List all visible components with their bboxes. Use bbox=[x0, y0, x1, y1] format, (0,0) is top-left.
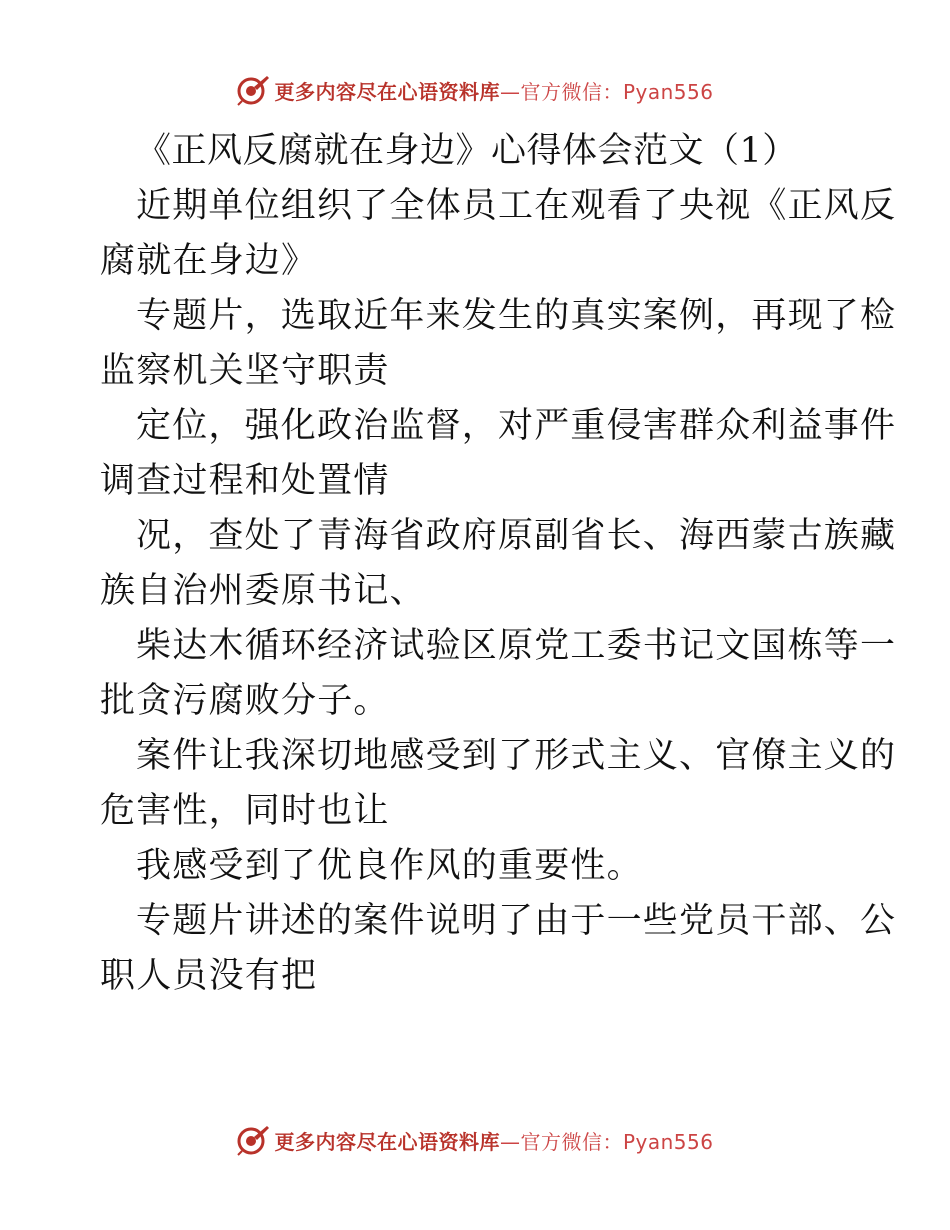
pen-logo-icon bbox=[236, 73, 270, 107]
header-banner-text: 更多内容尽在心语资料库—官方微信：Pyan556 bbox=[274, 79, 714, 104]
text-line: 批贪污腐败分子。 bbox=[100, 681, 390, 721]
text-line: 专题片讲述的案件说明了由于一些党员干部、公 bbox=[136, 901, 897, 941]
paragraph-lines bbox=[100, 179, 897, 1004]
text-line: 柴达木循环经济试验区原党工委书记文国栋等一 bbox=[136, 626, 897, 666]
text-line: 近期单位组织了全体员工在观看了央视《正风反 bbox=[136, 186, 897, 226]
text-line: 腐就在身边》 bbox=[100, 241, 318, 281]
document-body bbox=[100, 124, 897, 1004]
document-title: 《正风反腐就在身边》心得体会范文（1） bbox=[136, 131, 798, 171]
text-line: 定位，强化政治监督，对严重侵害群众利益事件 bbox=[136, 406, 897, 446]
text-line: 职人员没有把 bbox=[100, 956, 318, 996]
text-line: 监察机关坚守职责 bbox=[100, 351, 390, 391]
footer-banner bbox=[0, 1120, 950, 1160]
header-banner bbox=[0, 70, 950, 110]
text-line: 危害性，同时也让 bbox=[100, 791, 390, 831]
text-line: 案件让我深切地感受到了形式主义、官僚主义的 bbox=[136, 736, 897, 776]
text-line: 专题片，选取近年来发生的真实案例，再现了检 bbox=[136, 296, 897, 336]
footer-banner-text: 更多内容尽在心语资料库—官方微信：Pyan556 bbox=[274, 1129, 714, 1154]
text-line: 调查过程和处置情 bbox=[100, 461, 390, 501]
pen-logo-icon bbox=[236, 1123, 270, 1157]
text-line: 我感受到了优良作风的重要性。 bbox=[136, 846, 643, 886]
text-line: 族自治州委原书记、 bbox=[100, 571, 426, 611]
text-line: 况，查处了青海省政府原副省长、海西蒙古族藏 bbox=[136, 516, 897, 556]
